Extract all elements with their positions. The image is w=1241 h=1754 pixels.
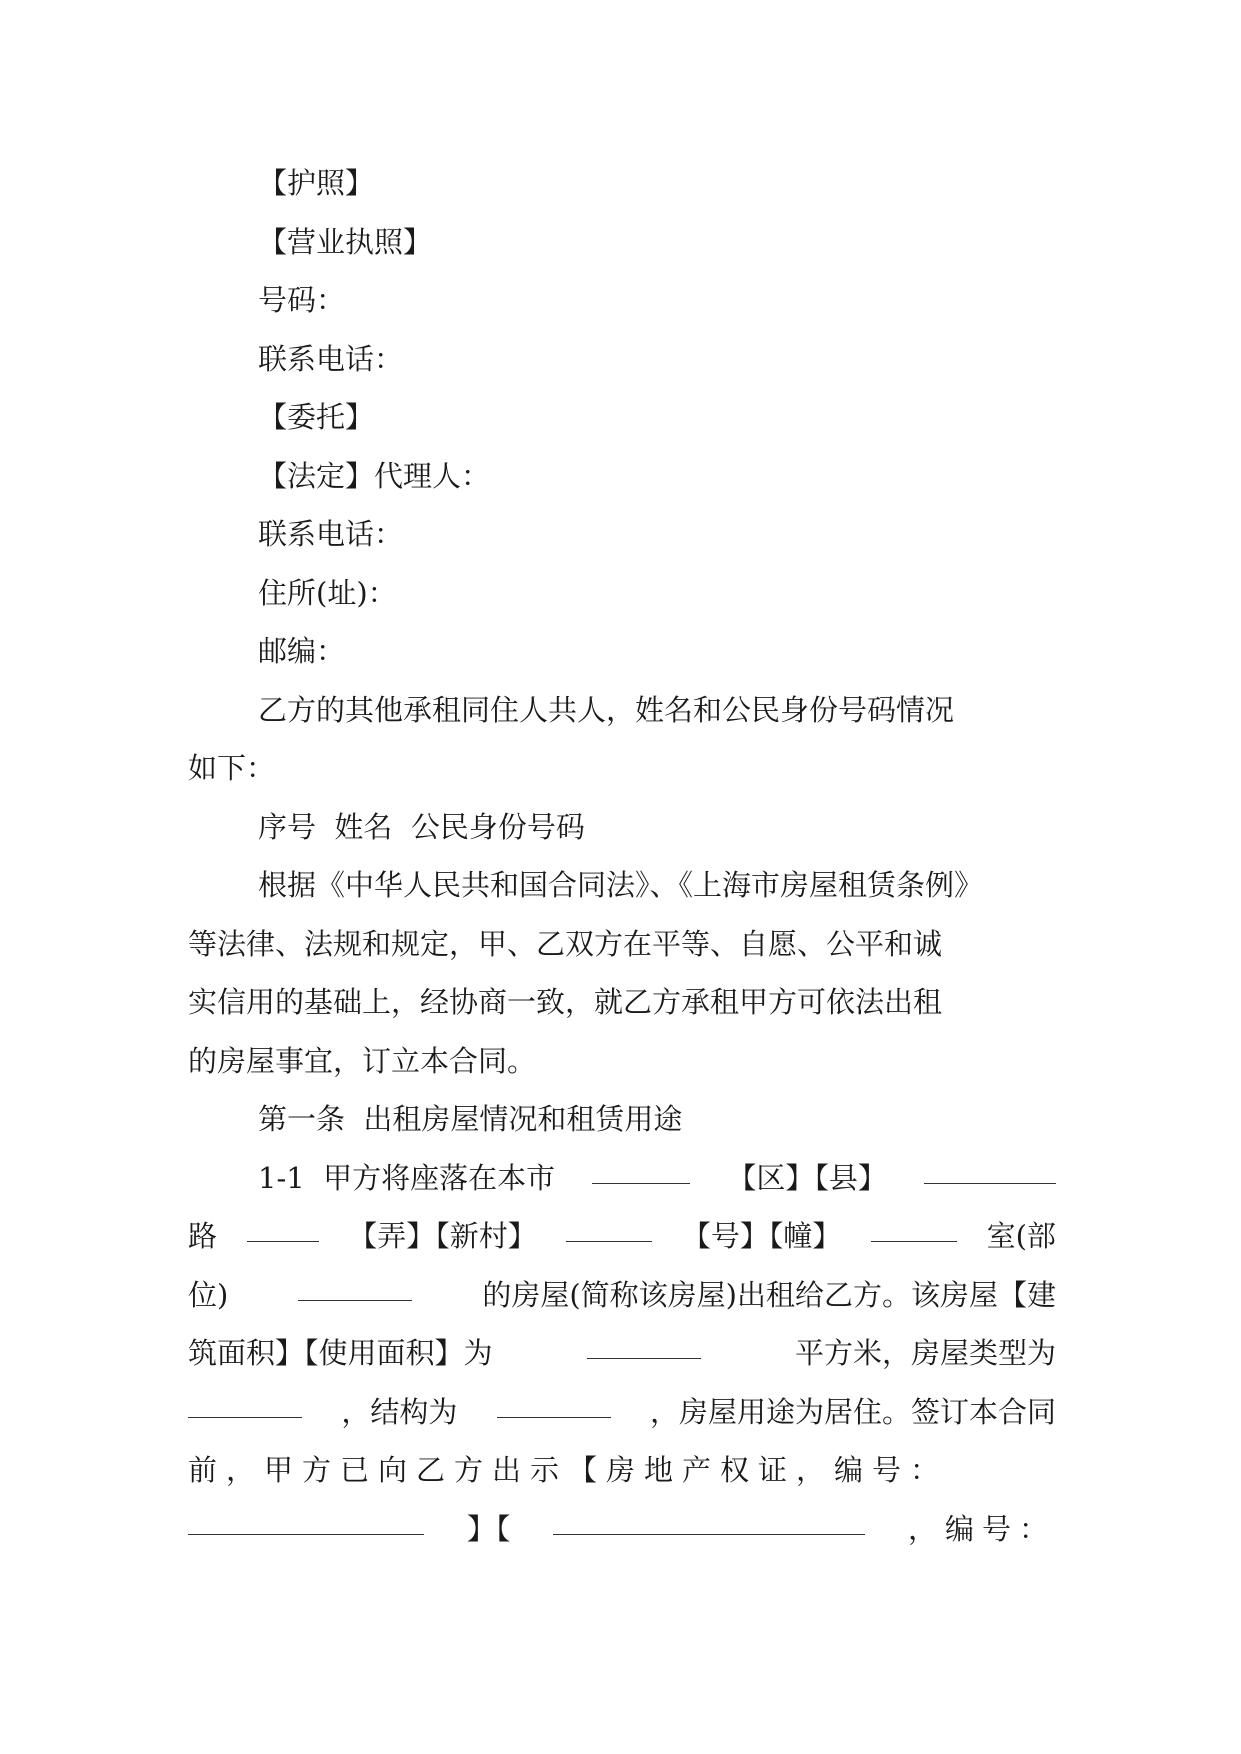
doc-line-cotenants xyxy=(188,681,1056,740)
doc-line-cotenants-text: 乙方的其他承租同住人共人，姓名和公民身份号码情况 xyxy=(258,692,955,727)
doc-line-basis-4: 的房屋事宜，订立本合同。 xyxy=(188,1043,537,1078)
blank-area xyxy=(587,1357,701,1359)
doc-line-agent-phone: 联系电话： xyxy=(258,517,404,551)
clause-line-4 xyxy=(188,1324,1056,1383)
doc-line-article-1-title: 第一条 出租房屋情况和租赁用途 xyxy=(258,1102,683,1136)
clause-line-6 xyxy=(188,1441,1056,1500)
blank-other-certificate xyxy=(553,1533,865,1535)
blank-district xyxy=(924,1182,1056,1184)
blank-house-type xyxy=(188,1416,302,1418)
doc-line-legal-agent: 【法定】代理人： xyxy=(258,458,491,493)
doc-line-phone: 联系电话： xyxy=(258,341,404,376)
clause-3-text-a: 位) xyxy=(188,1277,229,1312)
doc-line-as-follows: 如下： xyxy=(188,751,276,785)
clause-2-text-c: 【号】【幢】 xyxy=(681,1219,842,1253)
clause-5-text-b: ，房屋用途为居住。签订本合同 xyxy=(649,1394,1056,1429)
doc-line-passport: 【护照】 xyxy=(258,166,375,200)
doc-line-number: 号码： xyxy=(258,283,346,317)
blank-city xyxy=(592,1182,690,1184)
clause-6-text: 前，甲方已向乙方出示【房地产权证，编号： xyxy=(188,1453,949,1487)
blank-structure xyxy=(497,1416,611,1418)
doc-line-basis-3: 实信用的基础上，经协商一致，就乙方承租甲方可依法出租 xyxy=(188,985,943,1019)
clause-5-text-a: ，结构为 xyxy=(341,1394,458,1429)
doc-line-business-license: 【营业执照】 xyxy=(258,224,433,259)
blank-building xyxy=(871,1240,957,1242)
clause-2-text-a: 路 xyxy=(188,1219,218,1253)
clause-3-text-b: 的房屋(简称该房屋)出租给乙方。该房屋【建 xyxy=(482,1277,1056,1312)
blank-road xyxy=(247,1240,319,1242)
clause-line-5 xyxy=(188,1383,1056,1442)
clause-1-text-a: 1-1 甲方将座落在本市 xyxy=(258,1160,556,1195)
blank-room xyxy=(298,1299,412,1301)
doc-line-entrusted: 【委托】 xyxy=(258,400,375,434)
clause-line-2 xyxy=(188,1207,1056,1266)
clause-line-1 xyxy=(188,1149,1056,1208)
blank-lane xyxy=(566,1240,652,1242)
clause-2-text-b: 【弄】【新村】 xyxy=(348,1219,537,1253)
clause-7-text-a: 】【 xyxy=(466,1511,511,1546)
clause-7-text-b: ，编号： xyxy=(907,1511,1056,1546)
clause-line-7 xyxy=(188,1500,1056,1559)
clause-1-text-b: 【区】【县】 xyxy=(727,1160,887,1195)
blank-certificate-no xyxy=(188,1533,424,1535)
clause-4-text-b: 平方米，房屋类型为 xyxy=(794,1336,1056,1370)
clause-line-3 xyxy=(188,1266,1056,1325)
doc-line-basis-2: 等法律、法规和规定，甲、乙双方在平等、自愿、公平和诚 xyxy=(188,926,943,961)
doc-line-basis-1: 根据《中华人民共和国合同法》、《上海市房屋租赁条例》 xyxy=(258,868,984,902)
clause-2-text-d: 室(部 xyxy=(986,1219,1056,1253)
doc-line-table-header: 序号 姓名 公民身份号码 xyxy=(258,809,585,844)
doc-line-address: 住所(址)： xyxy=(258,575,397,610)
doc-line-postcode: 邮编： xyxy=(258,634,346,668)
clause-4-text-a: 筑面积】【使用面积】为 xyxy=(188,1336,493,1370)
document-page xyxy=(188,154,1056,1558)
